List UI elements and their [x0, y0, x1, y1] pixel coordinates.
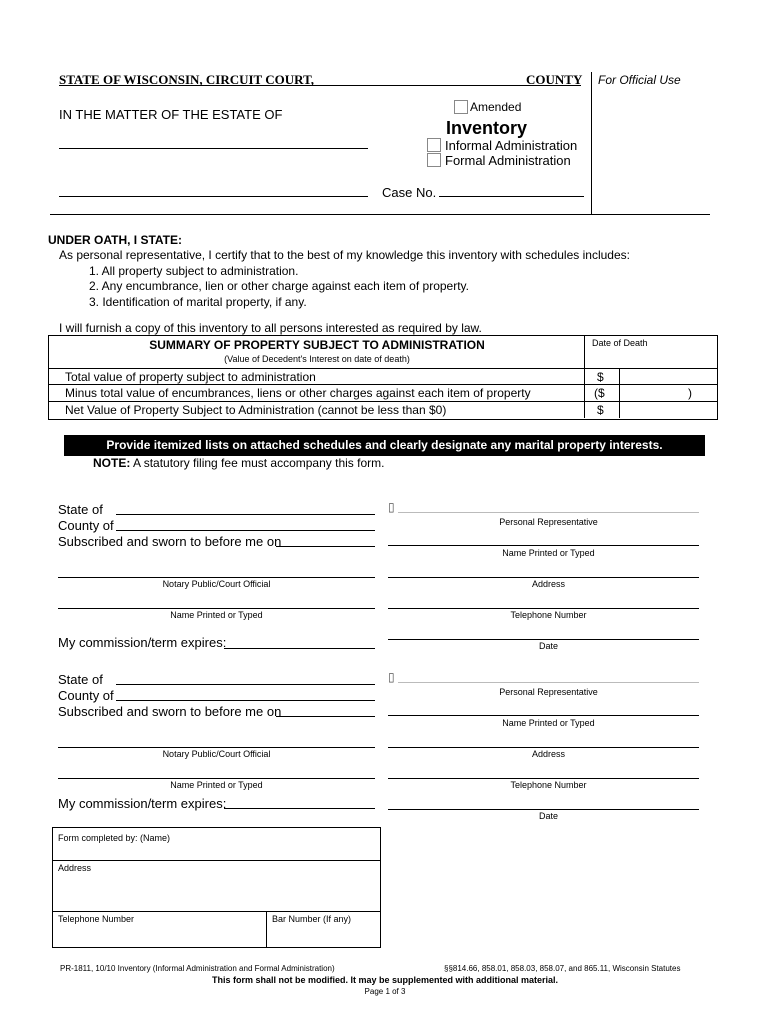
pr-date-label: Date — [538, 811, 558, 821]
county-of-field[interactable] — [116, 530, 375, 531]
notary-name-label: Name Printed or Typed — [170, 610, 263, 620]
pr-name-field[interactable] — [388, 545, 699, 546]
summary-row-rule — [48, 384, 717, 385]
summary-header-rule — [48, 368, 717, 369]
commission-field[interactable] — [224, 808, 375, 809]
summary-row-label: Net Value of Property Subject to Administration (cannot be less than $0) — [65, 403, 447, 417]
informal-label: Informal Administration — [445, 138, 578, 153]
pr-address-field[interactable] — [388, 577, 699, 578]
completed-address-label[interactable]: Address — [58, 863, 92, 873]
subscribed-date-field[interactable] — [276, 546, 375, 547]
formal-checkbox[interactable] — [427, 153, 441, 167]
official-use-label: For Official Use — [598, 73, 681, 87]
signature-icon: ▯ — [388, 500, 395, 514]
completed-box-col-rule — [266, 911, 267, 947]
page-number: Page 1 of 3 — [364, 987, 406, 996]
notary-signature-field[interactable] — [58, 577, 375, 578]
pr-signature-field[interactable] — [398, 512, 699, 513]
pr-name-field[interactable] — [388, 715, 699, 716]
summary-row-prefix: $ — [597, 370, 604, 384]
summary-subtitle: (Value of Decedent's Interest on date of death) — [224, 354, 410, 364]
county-of-label: County of — [58, 688, 114, 703]
county-of-label: County of — [58, 518, 114, 533]
pr-date-field[interactable] — [388, 639, 699, 640]
pr-label: Personal Representative — [499, 687, 598, 697]
oath-item: 3. Identification of marital property, if any. — [89, 295, 307, 309]
estate-name-field[interactable] — [59, 148, 368, 149]
notary-label: Notary Public/Court Official — [162, 749, 271, 759]
notary-name-field[interactable] — [58, 608, 375, 609]
note-body: A statutory filing fee must accompany this form. — [130, 456, 385, 470]
summary-row-prefix: ($ — [594, 386, 605, 400]
pr-date-label: Date — [538, 641, 558, 651]
official-use-divider — [591, 72, 592, 214]
county-label: COUNTY — [526, 72, 583, 87]
summary-row-rule — [48, 401, 717, 402]
notary-label: Notary Public/Court Official — [162, 579, 271, 589]
date-of-death-label: Date of Death — [592, 338, 648, 348]
notary-name-field[interactable] — [58, 778, 375, 779]
value-input[interactable] — [620, 369, 716, 384]
oath-heading: UNDER OATH, I STATE: — [48, 233, 182, 247]
value-input[interactable] — [620, 402, 716, 417]
oath-item: 2. Any encumbrance, lien or other charge against each item of property. — [89, 279, 469, 293]
form-id: PR-1811, 10/10 Inventory (Informal Administration and Formal Administration) — [60, 964, 335, 973]
pr-name-label: Name Printed or Typed — [502, 718, 595, 728]
commission-label: My commission/term expires: — [58, 796, 227, 811]
pr-date-field[interactable] — [388, 809, 699, 810]
statutes: §§814.66, 858.01, 858.03, 858.07, and 865.11, Wisconsin Statutes — [444, 964, 681, 973]
pr-address-field[interactable] — [388, 747, 699, 748]
state-of-field[interactable] — [116, 514, 375, 515]
furnish-statement: I will furnish a copy of this inventory to all persons interested as required by law. — [59, 321, 482, 335]
completed-by-label[interactable]: Form completed by: (Name) — [58, 833, 171, 843]
state-of-label: State of — [58, 672, 103, 687]
header-rule — [50, 214, 710, 215]
notary-name-label: Name Printed or Typed — [170, 780, 263, 790]
note-label: NOTE: — [93, 456, 131, 470]
pr-telephone-label: Telephone Number — [510, 780, 587, 790]
notary-signature-field[interactable] — [58, 747, 375, 748]
amended-label: Amended — [470, 100, 522, 114]
pr-telephone-field[interactable] — [388, 608, 699, 609]
commission-label: My commission/term expires: — [58, 635, 227, 650]
county-of-field[interactable] — [116, 700, 375, 701]
estate-name-field-2[interactable] — [59, 196, 368, 197]
case-no-field[interactable] — [439, 196, 584, 197]
oath-item: 1. All property subject to administration. — [89, 264, 299, 278]
case-no-label: Case No. — [382, 185, 437, 200]
note-text — [93, 456, 384, 470]
commission-field[interactable] — [224, 648, 375, 649]
pr-telephone-label: Telephone Number — [510, 610, 587, 620]
oath-intro: As personal representative, I certify that to the best of my knowledge this inventory with schedules includes: — [59, 248, 630, 262]
pr-label: Personal Representative — [499, 517, 598, 527]
estate-of-label: IN THE MATTER OF THE ESTATE OF — [59, 107, 283, 122]
pr-address-label: Address — [531, 749, 566, 759]
summary-col-rule — [584, 335, 585, 418]
amended-checkbox[interactable] — [454, 100, 468, 114]
court-county-field[interactable] — [59, 85, 581, 86]
formal-label: Formal Administration — [445, 153, 571, 168]
bar-number-label[interactable]: Bar Number (If any) — [272, 914, 352, 924]
completed-telephone-label[interactable]: Telephone Number — [58, 914, 135, 924]
value-input[interactable] — [620, 385, 686, 400]
summary-row-prefix: $ — [597, 403, 604, 417]
pr-signature-field[interactable] — [398, 682, 699, 683]
pr-telephone-field[interactable] — [388, 778, 699, 779]
completed-box-rule — [52, 911, 380, 912]
summary-row-label: Total value of property subject to administration — [65, 370, 316, 384]
completed-box-rule — [52, 860, 380, 861]
subscribed-label: Subscribed and sworn to before me on — [58, 704, 282, 719]
signature-icon: ▯ — [388, 670, 395, 684]
subscribed-label: Subscribed and sworn to before me on — [58, 534, 282, 549]
state-of-field[interactable] — [116, 684, 375, 685]
court-caption: STATE OF WISCONSIN, CIRCUIT COURT, — [59, 72, 315, 87]
modification-notice: This form shall not be modified. It may be supplemented with additional material. — [211, 975, 559, 985]
summary-row-suffix: ) — [688, 386, 692, 400]
pr-name-label: Name Printed or Typed — [502, 548, 595, 558]
pr-address-label: Address — [531, 579, 566, 589]
summary-title: SUMMARY OF PROPERTY SUBJECT TO ADMINISTRATION — [149, 338, 485, 352]
subscribed-date-field[interactable] — [276, 716, 375, 717]
completed-by-box — [52, 827, 381, 948]
instruction-banner-text: Provide itemized lists on attached schedules and clearly designate any marital property interests. — [106, 438, 663, 452]
summary-row-label: Minus total value of encumbrances, liens or other charges against each item of property — [65, 386, 531, 400]
state-of-label: State of — [58, 502, 103, 517]
form-title: Inventory — [446, 118, 528, 138]
informal-checkbox[interactable] — [427, 138, 441, 152]
